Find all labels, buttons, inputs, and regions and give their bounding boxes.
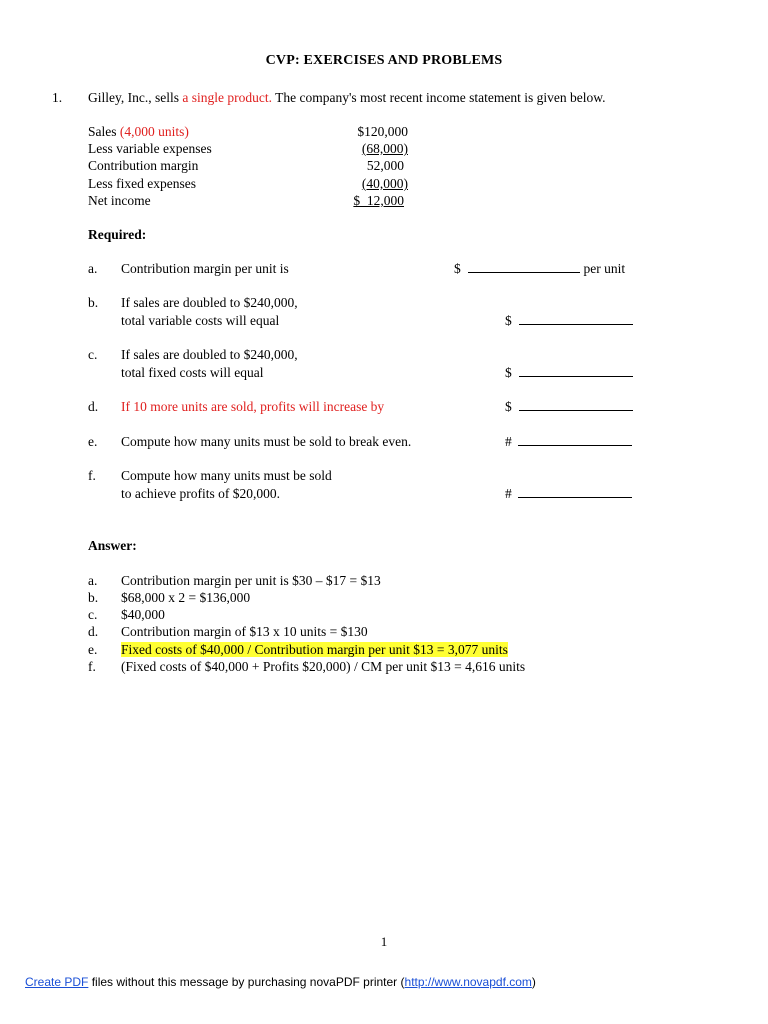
answer-blank-c[interactable] xyxy=(505,365,633,381)
question-text: If sales are doubled to $240,000, xyxy=(121,347,298,362)
income-row-label: Less variable expenses xyxy=(88,141,212,156)
answer-heading: Answer: xyxy=(88,538,137,553)
answer-text-highlighted: Fixed costs of $40,000 / Contribution margin per unit $13 = 3,077 units xyxy=(121,642,508,657)
answer-text: Contribution margin per unit is $30 – $17 = $13 xyxy=(121,573,381,588)
question-letter: e. xyxy=(88,434,98,449)
answer-letter: e. xyxy=(88,642,98,657)
income-row-label: Less fixed expenses xyxy=(88,176,196,191)
page-title: CVP: EXERCISES AND PROBLEMS xyxy=(265,53,503,68)
question-letter: f. xyxy=(88,468,96,483)
intro-text-red: a single product. xyxy=(182,90,272,105)
answer-letter: d. xyxy=(88,624,99,639)
problem-number: 1. xyxy=(52,90,63,105)
income-row-amount: $ 12,000 xyxy=(353,193,404,208)
question-text: Compute how many units must be sold xyxy=(121,468,332,483)
question-letter: d. xyxy=(88,399,99,414)
answer-blank-f[interactable] xyxy=(505,486,632,502)
intro-text-c: The company's most recent income statement is given below. xyxy=(271,90,606,105)
blank-line xyxy=(518,486,632,498)
hash-symbol: # xyxy=(505,486,512,501)
income-row-amount: $120,000 xyxy=(357,124,408,139)
answer-letter: a. xyxy=(88,573,98,588)
income-row-label: Net income xyxy=(88,193,151,208)
create-pdf-link[interactable]: Create PDF xyxy=(25,975,89,989)
problem-intro xyxy=(88,90,605,106)
answer-text: (Fixed costs of $40,000 + Profits $20,000) / CM per unit $13 = 4,616 units xyxy=(121,659,526,674)
answer-letter: f. xyxy=(88,659,96,674)
answer-blank-d[interactable] xyxy=(505,399,633,415)
page-number: 1 xyxy=(380,934,388,949)
required-heading: Required: xyxy=(88,227,147,242)
question-text-line2: to achieve profits of $20,000. xyxy=(121,486,280,501)
blank-line xyxy=(519,399,633,411)
income-row-label: Contribution margin xyxy=(88,158,199,173)
novapdf-link[interactable]: http://www.novapdf.com xyxy=(404,975,532,989)
answer-blank-a[interactable] xyxy=(454,261,625,277)
question-text: Compute how many units must be sold to break even. xyxy=(121,434,412,449)
answer-blank-b[interactable] xyxy=(505,313,633,329)
answer-letter: c. xyxy=(88,607,98,622)
dollar-symbol: $ xyxy=(505,365,512,380)
intro-text-a: Gilley, Inc., sells xyxy=(88,90,183,105)
answer-text: Contribution margin of $13 x 10 units = $130 xyxy=(121,624,368,639)
dollar-symbol: $ xyxy=(505,313,512,328)
answer-text: $68,000 x 2 = $136,000 xyxy=(121,590,251,605)
question-letter: a. xyxy=(88,261,98,276)
blank-line xyxy=(468,261,580,273)
answer-text: $40,000 xyxy=(121,607,165,622)
per-unit-suffix: per unit xyxy=(583,261,626,276)
footer-text: files without this message by purchasing novaPDF printer ( xyxy=(88,975,405,989)
dollar-symbol: $ xyxy=(454,261,461,276)
dollar-symbol: $ xyxy=(505,399,512,414)
question-text-line2: total variable costs will equal xyxy=(121,313,280,328)
footer-close-paren: ) xyxy=(531,975,536,989)
question-text: If sales are doubled to $240,000, xyxy=(121,295,298,310)
question-letter: b. xyxy=(88,295,99,310)
income-row-label: Sales (4,000 units) xyxy=(88,124,189,139)
income-row-amount: (40,000) xyxy=(361,176,408,191)
question-letter: c. xyxy=(88,347,98,362)
hash-symbol: # xyxy=(505,434,512,449)
footer-notice xyxy=(25,975,536,989)
blank-line xyxy=(519,313,633,325)
question-text-line2: total fixed costs will equal xyxy=(121,365,264,380)
blank-line xyxy=(519,365,633,377)
income-row-amount: 52,000 xyxy=(366,158,404,173)
answer-blank-e[interactable] xyxy=(505,434,632,450)
blank-line xyxy=(518,434,632,446)
answer-letter: b. xyxy=(88,590,99,605)
question-text: If 10 more units are sold, profits will increase by xyxy=(121,399,385,414)
question-text: Contribution margin per unit is xyxy=(121,261,289,276)
income-row-amount: (68,000) xyxy=(361,141,408,156)
